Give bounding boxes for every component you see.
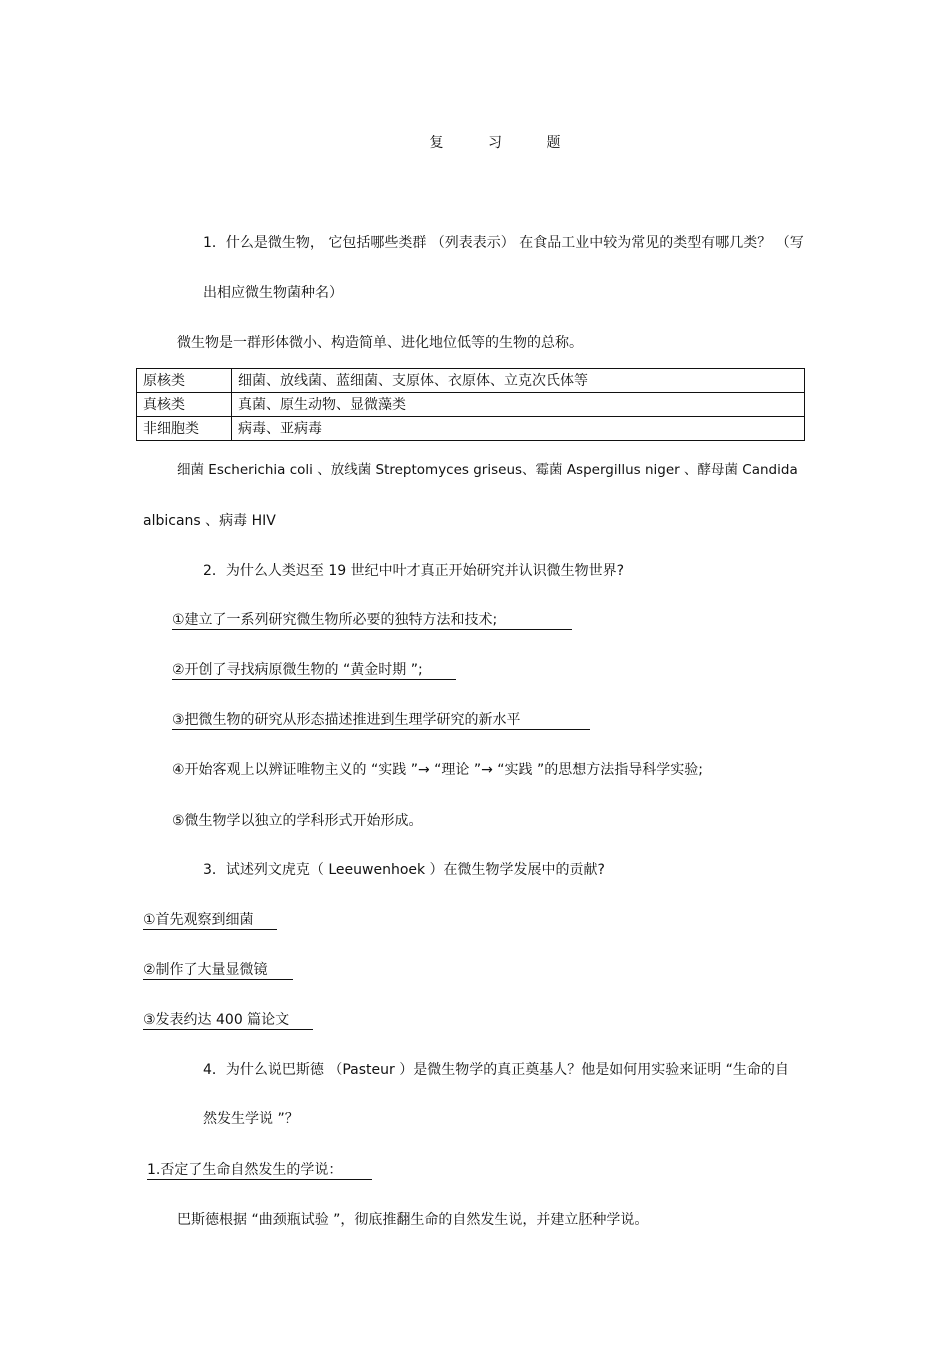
- answer-text: ②制作了大量显微镜: [143, 961, 293, 980]
- question-4-line-2: 然发生学说 ”？: [203, 1111, 299, 1127]
- answer-text: ①首先观察到细菌: [143, 911, 277, 930]
- question-4-line-1: 4．为什么说巴斯德 （Pasteur ）是微生物学的真正奠基人？他是如何用实验来证明 “生命的自: [203, 1062, 789, 1078]
- table-cell-category: 非细胞类: [137, 417, 232, 441]
- question-2-answer-1: [172, 610, 572, 630]
- table-row: [137, 417, 805, 441]
- table-row: [137, 369, 805, 393]
- table-row: [137, 393, 805, 417]
- question-3-answer-1: [143, 910, 277, 930]
- table-cell-category: 真核类: [137, 393, 232, 417]
- table-cell-members: 真菌、原生动物、显微藻类: [232, 393, 805, 417]
- answer-text: ②开创了寻找病原微生物的 “黄金时期 ”;: [172, 661, 456, 680]
- question-3: 3．试述列文虎克（ Leeuwenhoek ）在微生物学发展中的贡献?: [203, 862, 605, 878]
- table-cell-members: 病毒、亚病毒: [232, 417, 805, 441]
- question-3-answer-2: [143, 960, 293, 980]
- table-cell-category: 原核类: [137, 369, 232, 393]
- question-1-line-1: 1．什么是微生物， 它包括哪些类群 （列表表示） 在食品工业中较为常见的类型有哪几类？ （写: [203, 235, 804, 251]
- question-3-answer-3: [143, 1010, 313, 1030]
- microbe-definition: 微生物是一群形体微小、构造简单、进化地位低等的生物的总称。: [177, 335, 583, 351]
- answer-text: ①建立了一系列研究微生物所必要的独特方法和技术;: [172, 611, 572, 630]
- question-4-answer-heading: [147, 1160, 372, 1180]
- answer-text: ③发表约达 400 篇论文: [143, 1011, 313, 1030]
- answer-text: ③把微生物的研究从形态描述推进到生理学研究的新水平: [172, 711, 590, 730]
- question-2-answer-4: ④开始客观上以辨证唯物主义的 “实践 ”→ “理论 ”→ “实践 ”的思想方法指导科学实验;: [172, 762, 703, 778]
- microbe-classification-table: [136, 368, 805, 441]
- example-species-line-2: albicans 、病毒 HIV: [143, 513, 276, 529]
- question-2-answer-5: ⑤微生物学以独立的学科形式开始形成。: [172, 813, 423, 829]
- question-2: 2．为什么人类迟至 19 世纪中叶才真正开始研究并认识微生物世界?: [203, 563, 625, 579]
- question-1-line-2: 出相应微生物菌种名）: [203, 285, 343, 301]
- question-2-answer-2: [172, 660, 456, 680]
- question-4-answer-body: 巴斯德根据 “曲颈瓶试验 ”，彻底推翻生命的自然发生说，并建立胚种学说。: [177, 1212, 649, 1228]
- table-cell-members: 细菌、放线菌、蓝细菌、支原体、衣原体、立克次氏体等: [232, 369, 805, 393]
- question-2-answer-3: [172, 710, 590, 730]
- answer-text: 1.否定了生命自然发生的学说：: [147, 1161, 372, 1180]
- page-title: 复 习 题: [429, 135, 581, 151]
- example-species-line-1: 细菌 Escherichia coli 、放线菌 Streptomyces griseus、霉菌 Aspergillus niger 、酵母菌 Candida: [177, 462, 798, 478]
